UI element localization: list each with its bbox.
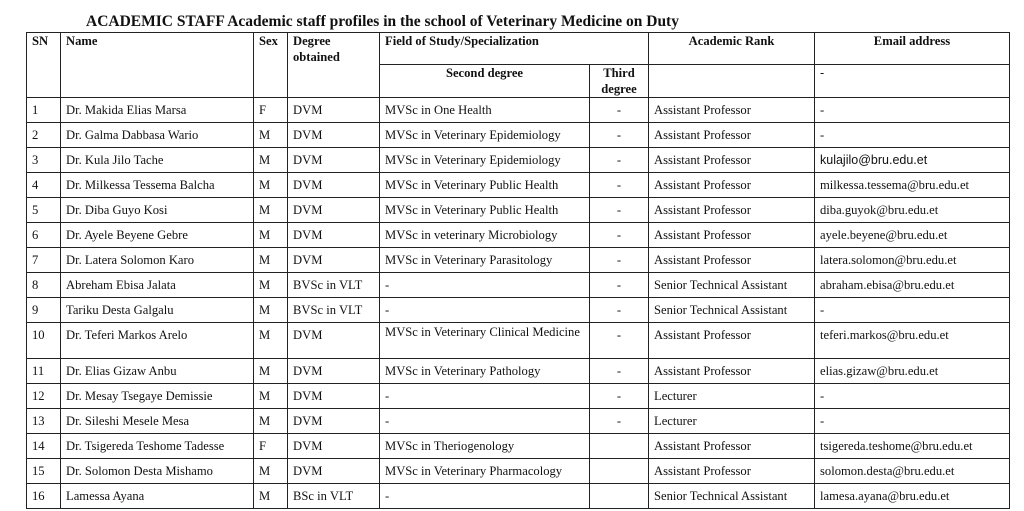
cell-rank: Assistant Professor <box>649 123 815 148</box>
header-rank: Academic Rank <box>649 33 815 65</box>
cell-second-degree: MVSc in One Health <box>380 98 590 123</box>
cell-name: Dr. Sileshi Mesele Mesa <box>61 409 254 434</box>
cell-sn: 7 <box>27 248 61 273</box>
cell-degree: BVSc in VLT <box>288 298 380 323</box>
cell-sex: M <box>254 409 288 434</box>
cell-degree: DVM <box>288 409 380 434</box>
cell-email: abraham.ebisa@bru.edu.et <box>815 273 1010 298</box>
cell-rank: Assistant Professor <box>649 173 815 198</box>
cell-third-degree: - <box>590 173 649 198</box>
cell-sn: 6 <box>27 223 61 248</box>
cell-third-degree <box>590 434 649 459</box>
cell-second-degree: MVSc in Veterinary Epidemiology <box>380 148 590 173</box>
cell-email: - <box>815 409 1010 434</box>
cell-email: lamesa.ayana@bru.edu.et <box>815 484 1010 509</box>
cell-name: Dr. Galma Dabbasa Wario <box>61 123 254 148</box>
cell-email: tsigereda.teshome@bru.edu.et <box>815 434 1010 459</box>
cell-third-degree: - <box>590 409 649 434</box>
cell-name: Dr. Ayele Beyene Gebre <box>61 223 254 248</box>
cell-third-degree <box>590 484 649 509</box>
cell-degree: BVSc in VLT <box>288 273 380 298</box>
cell-rank: Assistant Professor <box>649 198 815 223</box>
cell-third-degree: - <box>590 148 649 173</box>
cell-sn: 12 <box>27 384 61 409</box>
cell-sex: M <box>254 273 288 298</box>
table-row <box>27 459 1010 484</box>
cell-degree: DVM <box>288 173 380 198</box>
table-row <box>27 359 1010 384</box>
header-degree: Degree obtained <box>288 33 380 98</box>
cell-degree: DVM <box>288 248 380 273</box>
cell-sn: 2 <box>27 123 61 148</box>
table-row <box>27 409 1010 434</box>
cell-second-degree: - <box>380 484 590 509</box>
cell-third-degree: - <box>590 298 649 323</box>
cell-sex: M <box>254 198 288 223</box>
cell-name: Dr. Milkessa Tessema Balcha <box>61 173 254 198</box>
cell-second-degree: MVSc in Veterinary Clinical Medicine <box>380 323 590 359</box>
cell-second-degree: - <box>380 298 590 323</box>
cell-second-degree: MVSc in Theriogenology <box>380 434 590 459</box>
cell-sex: F <box>254 434 288 459</box>
cell-sex: M <box>254 223 288 248</box>
cell-sex: M <box>254 298 288 323</box>
cell-rank: Assistant Professor <box>649 148 815 173</box>
header-email-sub: - <box>815 65 1010 98</box>
staff-table <box>26 32 1010 509</box>
cell-third-degree: - <box>590 248 649 273</box>
table-row <box>27 123 1010 148</box>
page-title: ACADEMIC STAFF Academic staff profiles in the school of Veterinary Medicine on Duty <box>86 13 679 30</box>
cell-email: - <box>815 123 1010 148</box>
cell-second-degree: MVSc in veterinary Microbiology <box>380 223 590 248</box>
cell-email: solomon.desta@bru.edu.et <box>815 459 1010 484</box>
header-sn: SN <box>27 33 61 98</box>
cell-second-degree: MVSc in Veterinary Epidemiology <box>380 123 590 148</box>
cell-sex: M <box>254 148 288 173</box>
cell-sex: M <box>254 173 288 198</box>
cell-email: elias.gizaw@bru.edu.et <box>815 359 1010 384</box>
cell-third-degree: - <box>590 123 649 148</box>
cell-degree: DVM <box>288 459 380 484</box>
table-row <box>27 148 1010 173</box>
cell-sn: 10 <box>27 323 61 359</box>
cell-rank: Assistant Professor <box>649 223 815 248</box>
cell-third-degree: - <box>590 384 649 409</box>
cell-rank: Assistant Professor <box>649 459 815 484</box>
cell-rank: Senior Technical Assistant <box>649 298 815 323</box>
table-row <box>27 434 1010 459</box>
cell-name: Abreham Ebisa Jalata <box>61 273 254 298</box>
cell-rank: Lecturer <box>649 384 815 409</box>
cell-name: Dr. Latera Solomon Karo <box>61 248 254 273</box>
cell-second-degree: MVSc in Veterinary Pathology <box>380 359 590 384</box>
cell-name: Tariku Desta Galgalu <box>61 298 254 323</box>
cell-second-degree: MVSc in Veterinary Parasitology <box>380 248 590 273</box>
header-name: Name <box>61 33 254 98</box>
cell-sn: 3 <box>27 148 61 173</box>
table-row <box>27 198 1010 223</box>
cell-name: Dr. Kula Jilo Tache <box>61 148 254 173</box>
table-row <box>27 384 1010 409</box>
table-row <box>27 323 1010 359</box>
cell-sex: F <box>254 98 288 123</box>
cell-email: teferi.markos@bru.edu.et <box>815 323 1010 359</box>
cell-email: diba.guyok@bru.edu.et <box>815 198 1010 223</box>
cell-sex: M <box>254 359 288 384</box>
cell-degree: DVM <box>288 148 380 173</box>
table-row <box>27 273 1010 298</box>
cell-email: kulajilo@bru.edu.et <box>815 148 1010 173</box>
cell-rank: Senior Technical Assistant <box>649 484 815 509</box>
cell-email: - <box>815 98 1010 123</box>
cell-degree: DVM <box>288 98 380 123</box>
cell-rank: Senior Technical Assistant <box>649 273 815 298</box>
cell-name: Dr. Teferi Markos Arelo <box>61 323 254 359</box>
cell-degree: DVM <box>288 223 380 248</box>
cell-email: ayele.beyene@bru.edu.et <box>815 223 1010 248</box>
header-rank-blank <box>649 65 815 98</box>
cell-degree: DVM <box>288 123 380 148</box>
cell-sn: 9 <box>27 298 61 323</box>
cell-name: Dr. Mesay Tsegaye Demissie <box>61 384 254 409</box>
cell-third-degree: - <box>590 273 649 298</box>
cell-rank: Lecturer <box>649 409 815 434</box>
cell-second-degree: MVSc in Veterinary Public Health <box>380 173 590 198</box>
cell-name: Dr. Solomon Desta Mishamo <box>61 459 254 484</box>
cell-name: Dr. Diba Guyo Kosi <box>61 198 254 223</box>
cell-sn: 13 <box>27 409 61 434</box>
cell-sn: 8 <box>27 273 61 298</box>
cell-email: - <box>815 298 1010 323</box>
cell-sex: M <box>254 248 288 273</box>
cell-sex: M <box>254 123 288 148</box>
header-email: Email address <box>815 33 1010 65</box>
cell-sn: 16 <box>27 484 61 509</box>
cell-sex: M <box>254 459 288 484</box>
cell-degree: DVM <box>288 198 380 223</box>
header-field: Field of Study/Specialization <box>380 33 649 65</box>
cell-third-degree <box>590 459 649 484</box>
cell-name: Lamessa Ayana <box>61 484 254 509</box>
cell-second-degree: - <box>380 409 590 434</box>
cell-degree: DVM <box>288 384 380 409</box>
cell-email: milkessa.tessema@bru.edu.et <box>815 173 1010 198</box>
cell-rank: Assistant Professor <box>649 359 815 384</box>
cell-sex: M <box>254 484 288 509</box>
cell-second-degree: MVSc in Veterinary Public Health <box>380 198 590 223</box>
cell-second-degree: - <box>380 273 590 298</box>
table-row <box>27 98 1010 123</box>
table-row <box>27 173 1010 198</box>
cell-sn: 4 <box>27 173 61 198</box>
cell-sn: 14 <box>27 434 61 459</box>
cell-degree: BSc in VLT <box>288 484 380 509</box>
cell-sn: 15 <box>27 459 61 484</box>
header-sex: Sex <box>254 33 288 98</box>
cell-sn: 5 <box>27 198 61 223</box>
cell-rank: Assistant Professor <box>649 98 815 123</box>
cell-rank: Assistant Professor <box>649 248 815 273</box>
cell-name: Dr. Makida Elias Marsa <box>61 98 254 123</box>
header-second-degree: Second degree <box>380 65 590 98</box>
cell-second-degree: - <box>380 384 590 409</box>
cell-third-degree: - <box>590 359 649 384</box>
cell-name: Dr. Elias Gizaw Anbu <box>61 359 254 384</box>
table-row <box>27 248 1010 273</box>
cell-third-degree: - <box>590 223 649 248</box>
table-row <box>27 484 1010 509</box>
cell-sn: 1 <box>27 98 61 123</box>
cell-third-degree: - <box>590 323 649 359</box>
cell-third-degree: - <box>590 198 649 223</box>
cell-degree: DVM <box>288 359 380 384</box>
table-row <box>27 298 1010 323</box>
cell-sex: M <box>254 323 288 359</box>
cell-degree: DVM <box>288 323 380 359</box>
header-third-degree: Third degree <box>590 65 649 98</box>
cell-email: latera.solomon@bru.edu.et <box>815 248 1010 273</box>
cell-sex: M <box>254 384 288 409</box>
cell-rank: Assistant Professor <box>649 434 815 459</box>
cell-second-degree: MVSc in Veterinary Pharmacology <box>380 459 590 484</box>
cell-degree: DVM <box>288 434 380 459</box>
table-row <box>27 223 1010 248</box>
cell-sn: 11 <box>27 359 61 384</box>
cell-email: - <box>815 384 1010 409</box>
cell-third-degree: - <box>590 98 649 123</box>
cell-rank: Assistant Professor <box>649 323 815 359</box>
cell-name: Dr. Tsigereda Teshome Tadesse <box>61 434 254 459</box>
